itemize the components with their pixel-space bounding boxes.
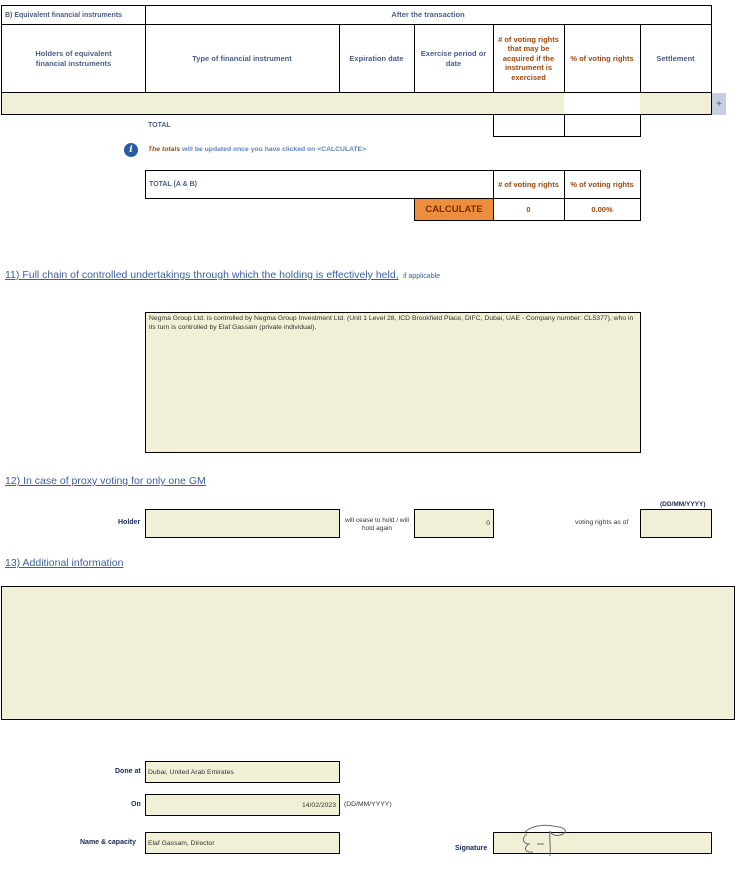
col-voting-rights-num: # of voting rights that may be acquired if the instrument is exercised bbox=[493, 25, 565, 93]
row-expiration-cell[interactable] bbox=[339, 93, 415, 115]
col-voting-rights-pct: % of voting rights bbox=[564, 25, 641, 93]
col-holders: Holders of equivalent financial instruments bbox=[1, 25, 146, 93]
col-expiration: Expiration date bbox=[339, 25, 415, 93]
section-b-title: B) Equivalent financial instruments bbox=[1, 5, 146, 25]
done-at-input[interactable]: Dubai, United Arab Emirates bbox=[145, 761, 340, 783]
holder-input[interactable] bbox=[145, 509, 340, 538]
info-note-emphasis: The totals bbox=[148, 146, 181, 153]
section-13-title: 13) Additional information bbox=[5, 557, 124, 569]
col-type: Type of financial instrument bbox=[145, 25, 340, 93]
row-exercise-cell[interactable] bbox=[414, 93, 494, 115]
calculate-button[interactable]: CALCULATE bbox=[414, 199, 494, 221]
info-note bbox=[148, 146, 366, 153]
total-ab-pct-value: 0.00% bbox=[564, 199, 641, 221]
row-type-cell[interactable] bbox=[145, 93, 340, 115]
signature-image bbox=[517, 820, 572, 860]
section-12-title: 12) In case of proxy voting for only one GM bbox=[5, 475, 206, 487]
total-ab-num-header: # of voting rights bbox=[493, 170, 565, 199]
total-voting-pct bbox=[564, 115, 641, 137]
row-settlement-cell[interactable] bbox=[640, 93, 712, 115]
done-at-label: Done at bbox=[115, 768, 141, 775]
col-settlement: Settlement bbox=[640, 25, 712, 93]
name-capacity-input[interactable]: Elaf Gassam, Director bbox=[145, 832, 340, 854]
info-icon: i bbox=[124, 143, 138, 157]
row-voting-pct-cell bbox=[564, 93, 641, 115]
total-ab-num-value: 0 bbox=[493, 199, 565, 221]
voting-date-input[interactable] bbox=[640, 509, 712, 538]
row-holders-cell[interactable] bbox=[1, 93, 146, 115]
on-date-input[interactable]: 14/02/2023 bbox=[145, 794, 340, 816]
info-note-text: will be updated once you have clicked on <CALCULATE> bbox=[180, 146, 367, 153]
on-date-format: (DD/MM/YYYY) bbox=[344, 801, 392, 808]
total-voting-num bbox=[493, 115, 565, 137]
section-11-suffix: if applicable bbox=[403, 273, 441, 280]
section-11-title: 11) Full chain of controlled undertakings through which the holding is effectively held, bbox=[5, 269, 399, 281]
name-capacity-label: Name & capacity bbox=[80, 839, 137, 846]
after-transaction-header: After the transaction bbox=[145, 5, 712, 25]
holder-label: Holder bbox=[118, 519, 141, 526]
cease-label: will cease to hold / will hold again bbox=[345, 517, 409, 533]
total-label: TOTAL bbox=[148, 122, 171, 129]
add-row-button[interactable]: + bbox=[712, 93, 726, 115]
cease-value-input[interactable]: 0 bbox=[414, 509, 494, 538]
date-format-hint: (DD/MM/YYYY) bbox=[660, 501, 706, 508]
col-exercise: Exercise period or date bbox=[414, 25, 494, 93]
row-voting-num-cell[interactable] bbox=[493, 93, 565, 115]
section-11-textarea[interactable]: Negma Group Ltd. is controlled by Negma Group Investment Ltd. (Unit 1 Level 28, ICD Brookfield Place, DIFC, Dubai, UAE - Company number: CL5377), who in its turn is controlled by Elaf Gassam (private individual). bbox=[145, 312, 641, 453]
on-label: On bbox=[131, 801, 141, 808]
section-11-heading bbox=[5, 265, 440, 283]
voting-rights-as-of-label: voting rights as of bbox=[575, 519, 629, 526]
total-ab-label: TOTAL (A & B) bbox=[145, 170, 494, 199]
signature-label: Signature bbox=[455, 845, 488, 852]
total-ab-pct-header: % of voting rights bbox=[564, 170, 641, 199]
additional-info-textarea[interactable] bbox=[1, 586, 735, 720]
